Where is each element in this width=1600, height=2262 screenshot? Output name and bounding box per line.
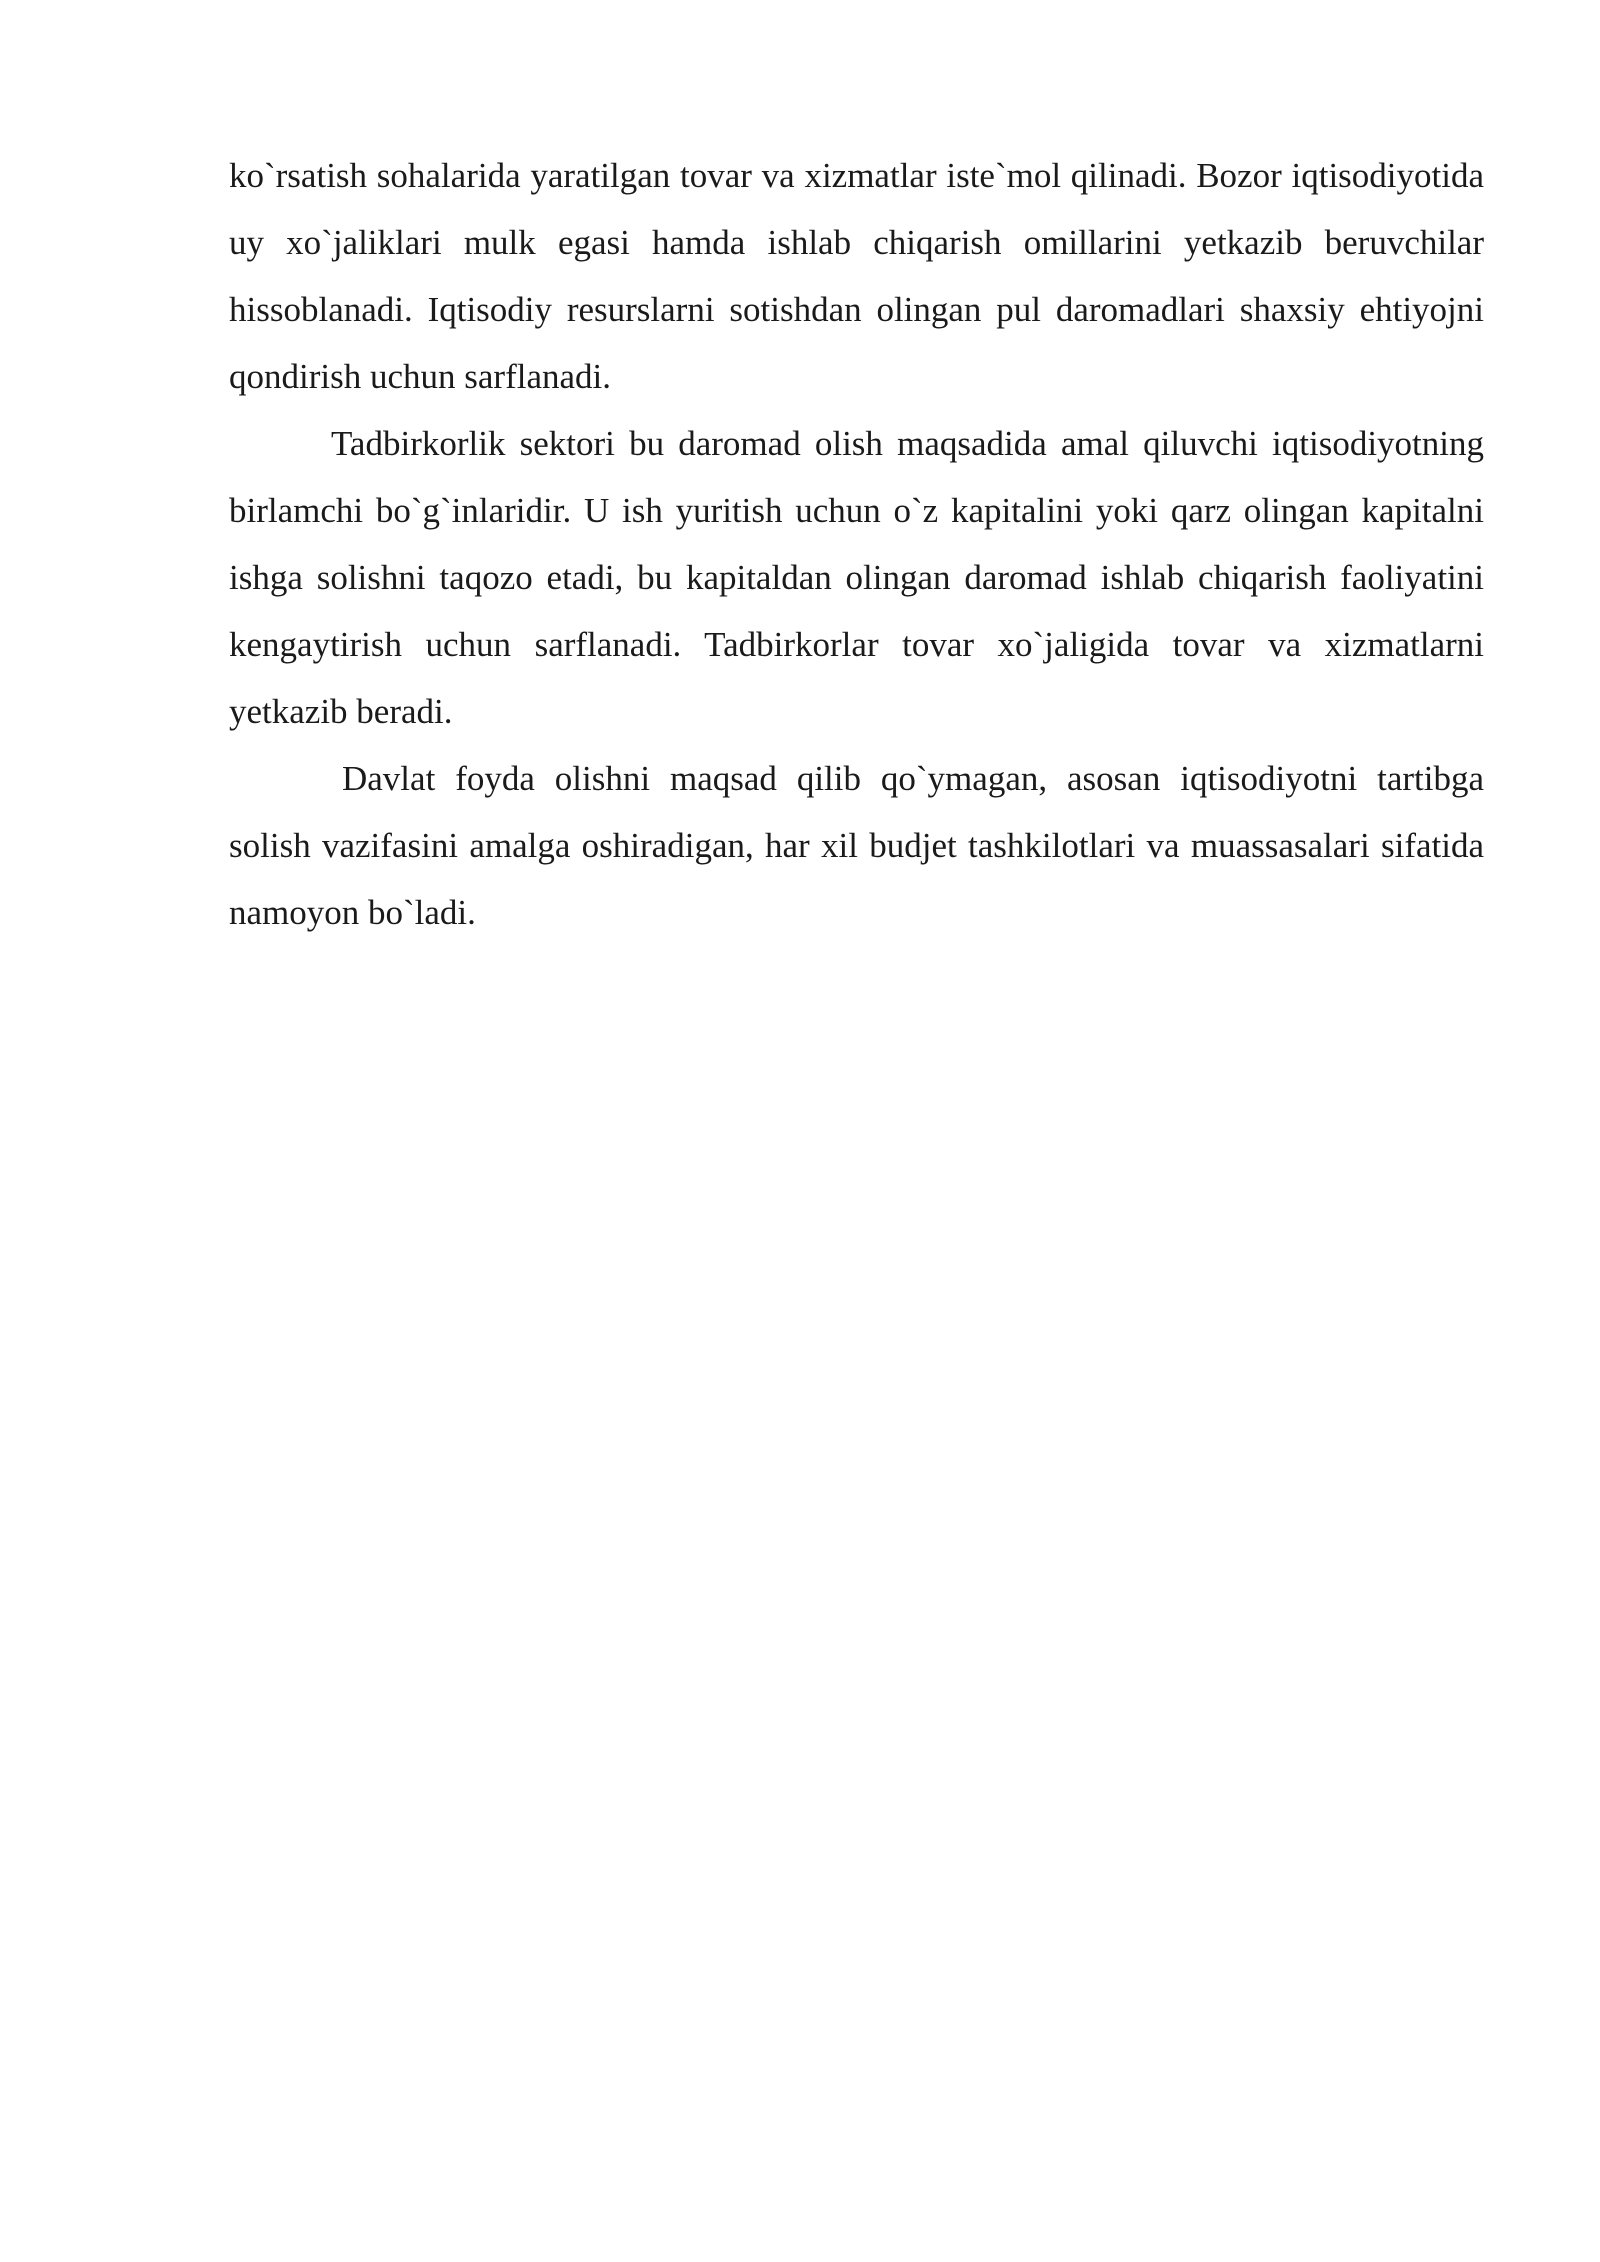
paragraph-continuation: ko`rsatish sohalarida yaratilgan tovar va xizmatlar iste`mol qilinadi. Bozor iqtisodiyotida uy xo`jaliklari mulk egasi hamda ishlab chiqarish omillarini yetkazib beruvchilar hissoblanadi. Iqtisodiy resurslarni sotishdan olingan pul daromadlari shaxsiy ehtiyojni qondirish uchun sarflanadi. xyxy=(229,156,1484,396)
document-body xyxy=(229,142,1484,946)
paragraph-government: Davlat foyda olishni maqsad qilib qo`ymagan, asosan iqtisodiyotni tartibga solish vazifasini amalga oshiradigan, har xil budjet tashkilotlari va muassasalari sifatida namoyon bo`ladi. xyxy=(229,759,1484,932)
paragraph-business-sector: Tadbirkorlik sektori bu daromad olish maqsadida amal qiluvchi iqtisodiyotning birlamchi bo`g`inlaridir. U ish yuritish uchun o`z kapitalini yoki qarz olingan kapitalni ishga solishni taqozo etadi, bu kapitaldan olingan daromad ishlab chiqarish faoliyatini kengaytirish uchun sarflanadi. Tadbirkorlar tovar xo`jaligida tovar va xizmatlarni yetkazib beradi. xyxy=(229,424,1484,731)
